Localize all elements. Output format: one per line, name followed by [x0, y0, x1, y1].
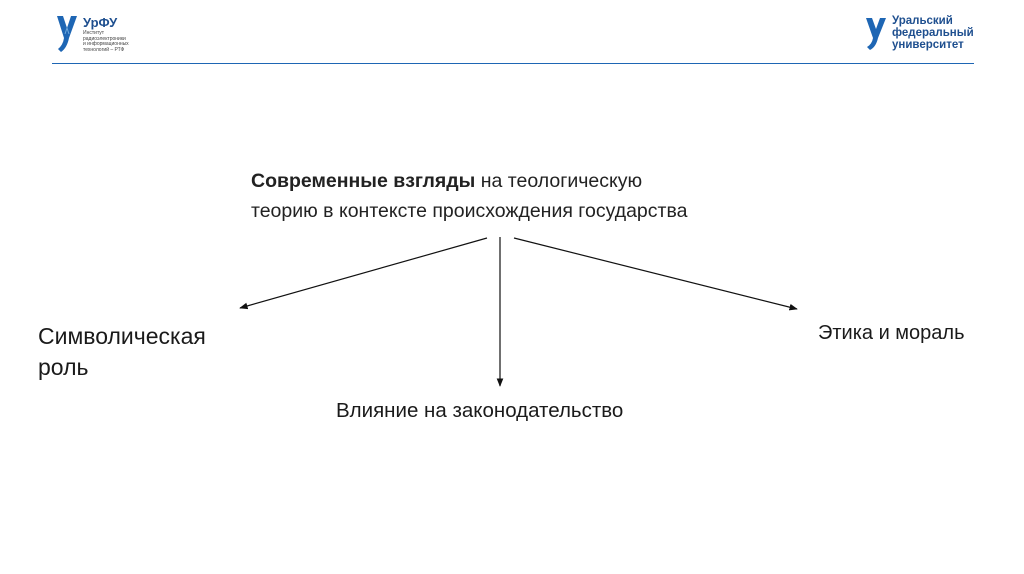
arrow-to-left	[240, 238, 487, 308]
branch-legislation-influence: Влияние на законодательство	[336, 399, 624, 422]
central-node-bold: Современные взгляды	[251, 170, 476, 192]
logo-brand-text: УрФУ	[83, 15, 118, 30]
branch-symbolic-role: Символическая роль	[38, 323, 206, 380]
central-node-rest: на теологическую	[475, 170, 643, 192]
central-node-line-2: теорию в контексте происхождения государства	[251, 200, 688, 222]
logo-subtitle: Институт радиоэлектроники и информационных технологий – РТФ	[83, 30, 129, 53]
branch-ethics-morality: Этика и мораль	[818, 322, 965, 344]
arrow-to-right	[514, 238, 797, 309]
university-name: Уральский федеральный университет	[892, 15, 974, 51]
